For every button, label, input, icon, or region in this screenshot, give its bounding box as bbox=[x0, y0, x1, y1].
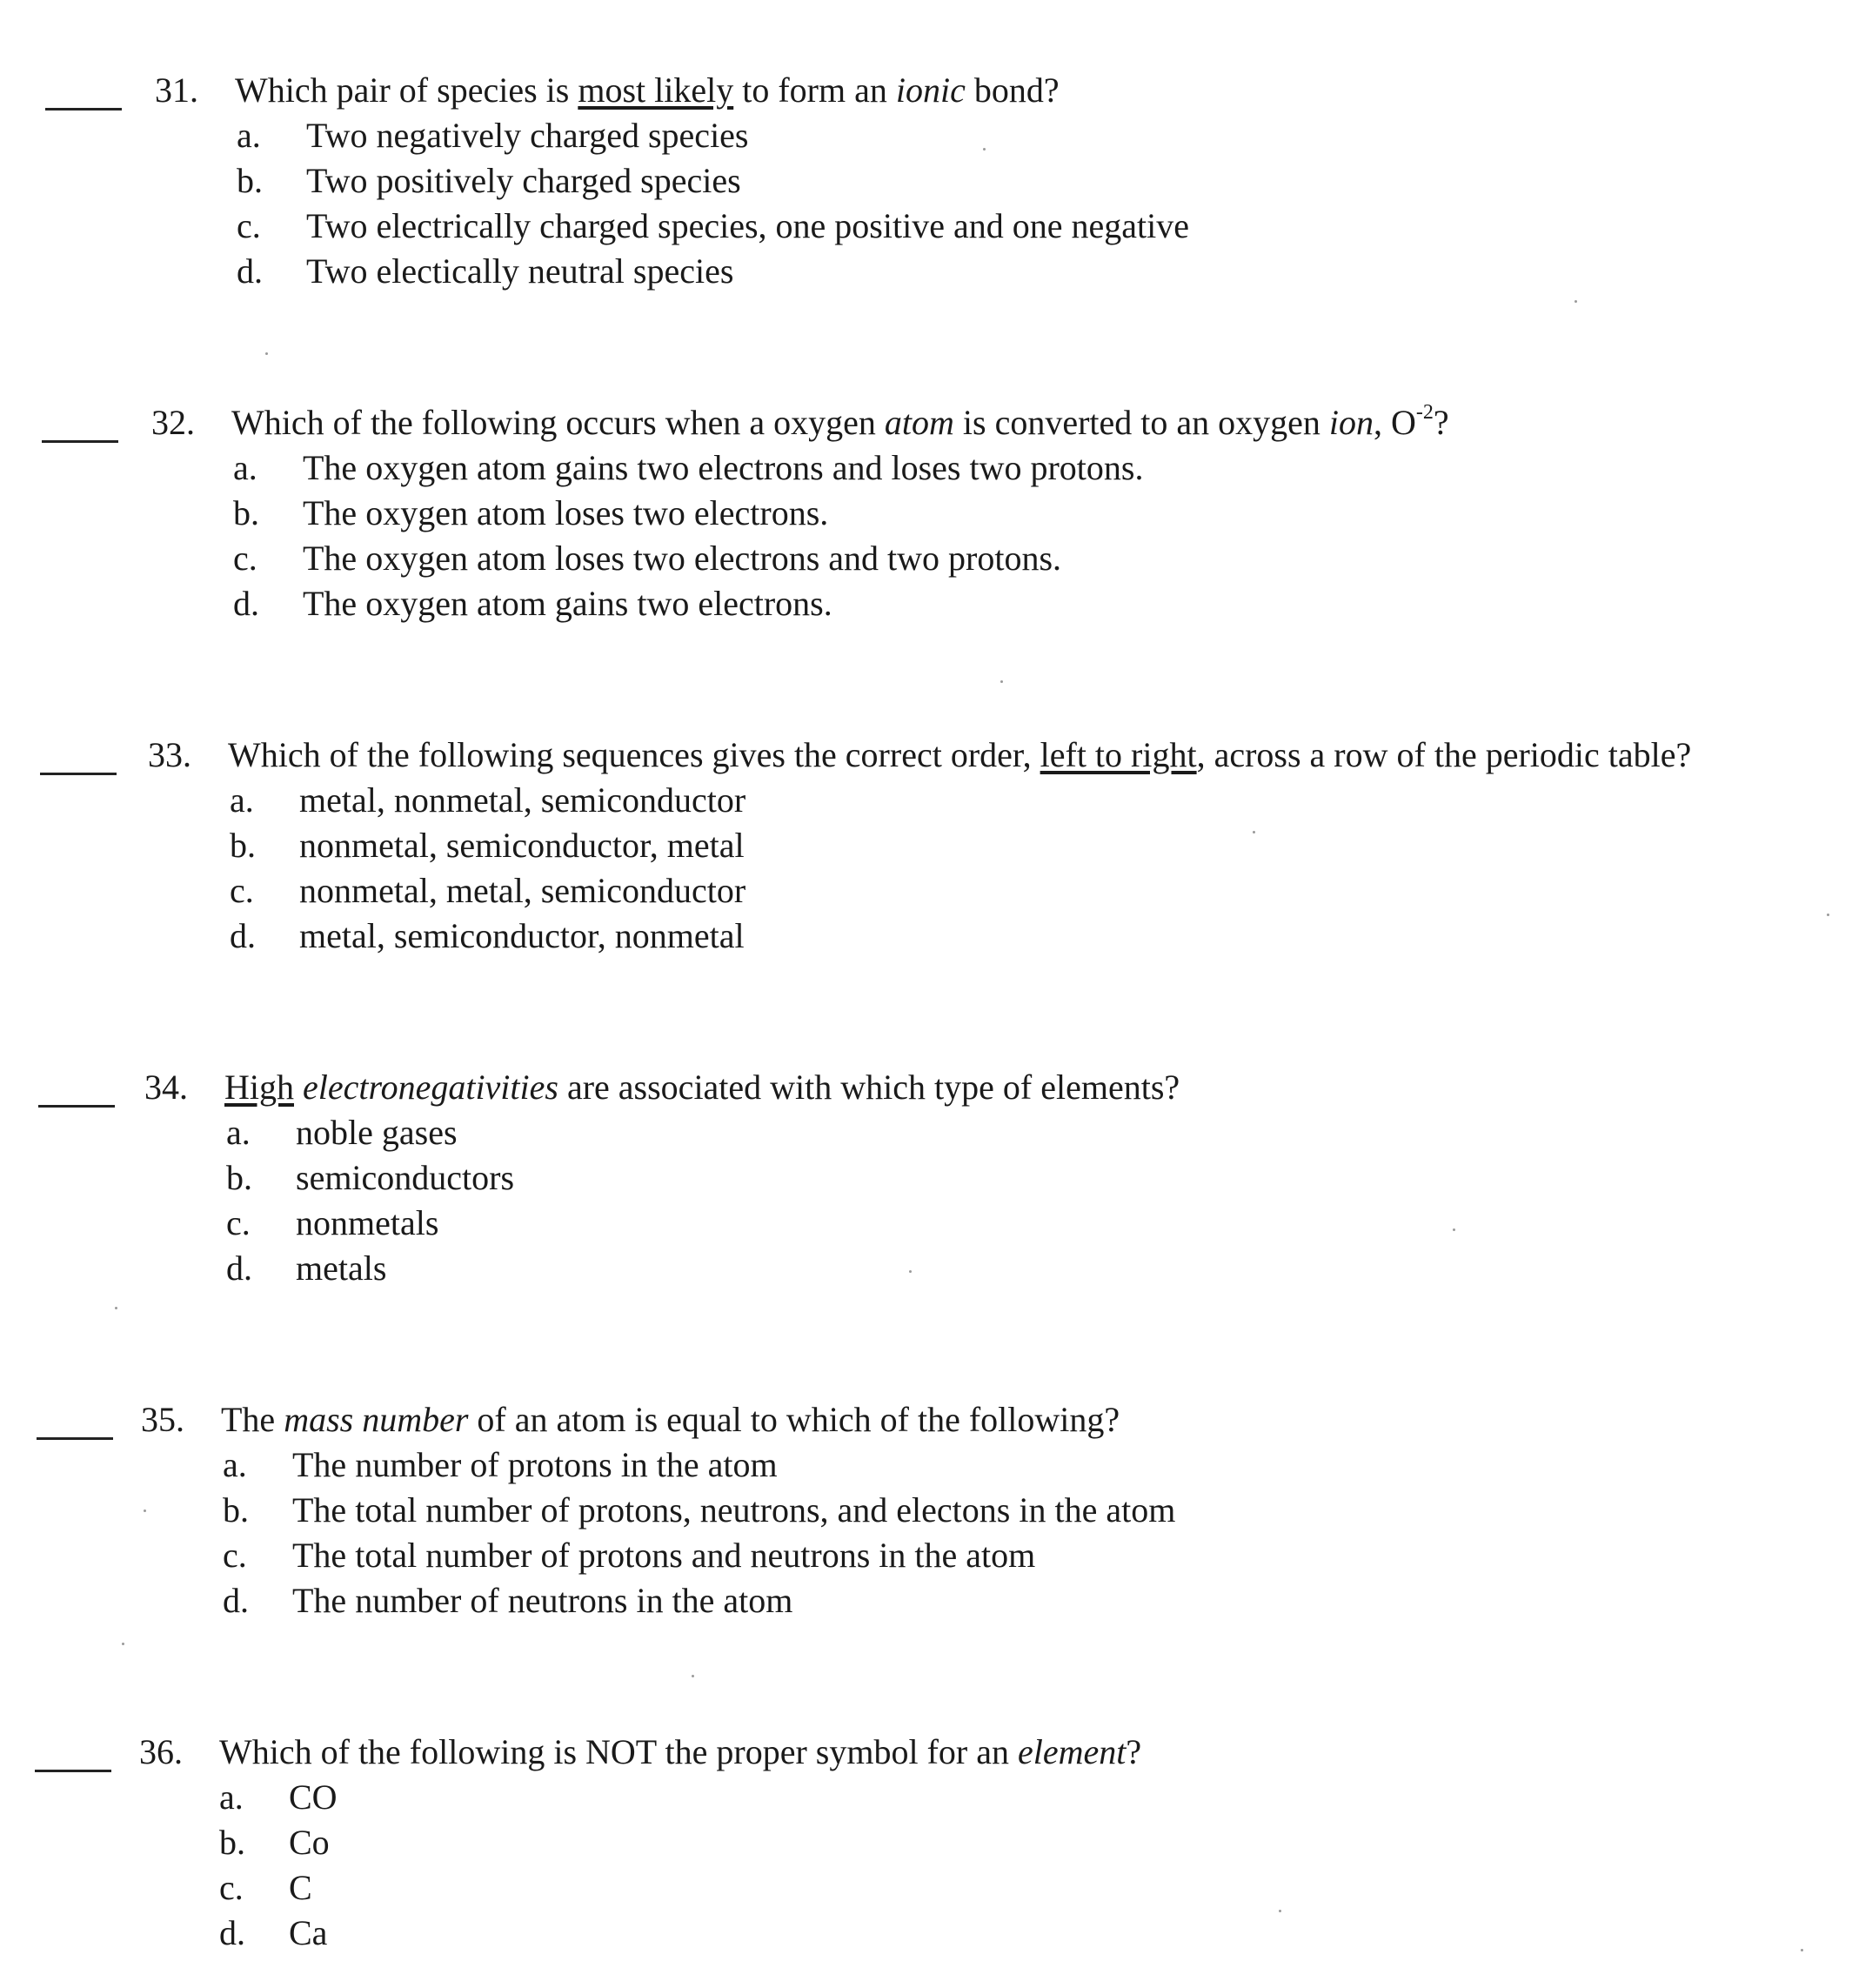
question-stem-35: 35. The mass number of an atom is equal to which of the following? bbox=[141, 1397, 1120, 1442]
answer-blank-32[interactable] bbox=[42, 440, 118, 443]
scan-speck bbox=[115, 1307, 117, 1309]
option-36d: d. Ca bbox=[219, 1913, 328, 1952]
scan-speck bbox=[1000, 680, 1003, 683]
question-number: 36. bbox=[139, 1732, 183, 1771]
option-32a: a. The oxygen atom gains two electrons and loses two protons. bbox=[233, 448, 1144, 487]
option-35d: d. The number of neutrons in the atom bbox=[223, 1581, 793, 1620]
option-31b: b. Two positively charged species bbox=[237, 161, 741, 200]
option-33a: a. metal, nonmetal, semiconductor bbox=[230, 780, 746, 820]
scan-speck bbox=[122, 1643, 124, 1645]
option-33d: d. metal, semiconductor, nonmetal bbox=[230, 916, 745, 955]
answer-blank-35[interactable] bbox=[37, 1437, 113, 1440]
scan-speck bbox=[1827, 914, 1829, 916]
option-31d: d. Two electically neutral species bbox=[237, 251, 734, 291]
option-33c: c. nonmetal, metal, semiconductor bbox=[230, 871, 746, 910]
scan-speck bbox=[1453, 1228, 1455, 1231]
scan-speck bbox=[692, 1675, 694, 1677]
option-35b: b. The total number of protons, neutrons, and electons in the atom bbox=[223, 1490, 1176, 1529]
question-number: 33. bbox=[148, 735, 191, 774]
option-35a: a. The number of protons in the atom bbox=[223, 1445, 778, 1484]
question-number: 32. bbox=[151, 403, 195, 442]
option-34a: a. noble gases bbox=[226, 1113, 458, 1152]
question-stem-32: 32. Which of the following occurs when a oxygen atom is converted to an oxygen ion, $O^{-2}$? bbox=[151, 400, 1449, 445]
scan-speck bbox=[1279, 1910, 1281, 1912]
option-34b: b. semiconductors bbox=[226, 1158, 515, 1197]
scan-speck bbox=[909, 1270, 912, 1273]
option-36a: a. CO bbox=[219, 1777, 338, 1817]
option-34d: d. metals bbox=[226, 1248, 387, 1288]
option-31c: c. Two electrically charged species, one positive and one negative bbox=[237, 206, 1189, 245]
option-35c: c. The total number of protons and neutrons in the atom bbox=[223, 1536, 1036, 1575]
scan-speck bbox=[1801, 1949, 1803, 1951]
question-stem-36: 36. Which of the following is NOT the proper symbol for an element? bbox=[139, 1730, 1141, 1775]
question-number: 34. bbox=[144, 1068, 188, 1107]
question-stem-34: 34. High electronegativities are associated with which type of elements? bbox=[144, 1065, 1180, 1110]
question-number: 35. bbox=[141, 1400, 184, 1439]
option-33b: b. nonmetal, semiconductor, metal bbox=[230, 826, 745, 865]
scan-speck bbox=[1574, 300, 1577, 303]
option-32c: c. The oxygen atom loses two electrons and two protons. bbox=[233, 539, 1062, 578]
answer-blank-34[interactable] bbox=[38, 1105, 115, 1108]
option-34c: c. nonmetals bbox=[226, 1203, 439, 1242]
scan-speck bbox=[983, 148, 986, 151]
option-32d: d. The oxygen atom gains two electrons. bbox=[233, 584, 832, 623]
scan-speck bbox=[144, 1509, 146, 1512]
question-number: 31. bbox=[155, 70, 198, 110]
question-stem-31: 31. Which pair of species is most likely to form an ionic bond? bbox=[155, 68, 1060, 113]
option-31a: a. Two negatively charged species bbox=[237, 116, 749, 155]
scan-speck bbox=[1253, 831, 1255, 833]
option-32b: b. The oxygen atom loses two electrons. bbox=[233, 493, 829, 532]
option-36b: b. Co bbox=[219, 1823, 330, 1862]
answer-blank-31[interactable] bbox=[45, 108, 122, 110]
answer-blank-33[interactable] bbox=[40, 773, 117, 775]
scan-speck bbox=[265, 352, 268, 355]
answer-blank-36[interactable] bbox=[35, 1770, 111, 1772]
question-stem-33: 33. Which of the following sequences gives the correct order, left to right, across a row of the periodic table? bbox=[148, 733, 1691, 778]
option-36c: c. C bbox=[219, 1868, 312, 1907]
